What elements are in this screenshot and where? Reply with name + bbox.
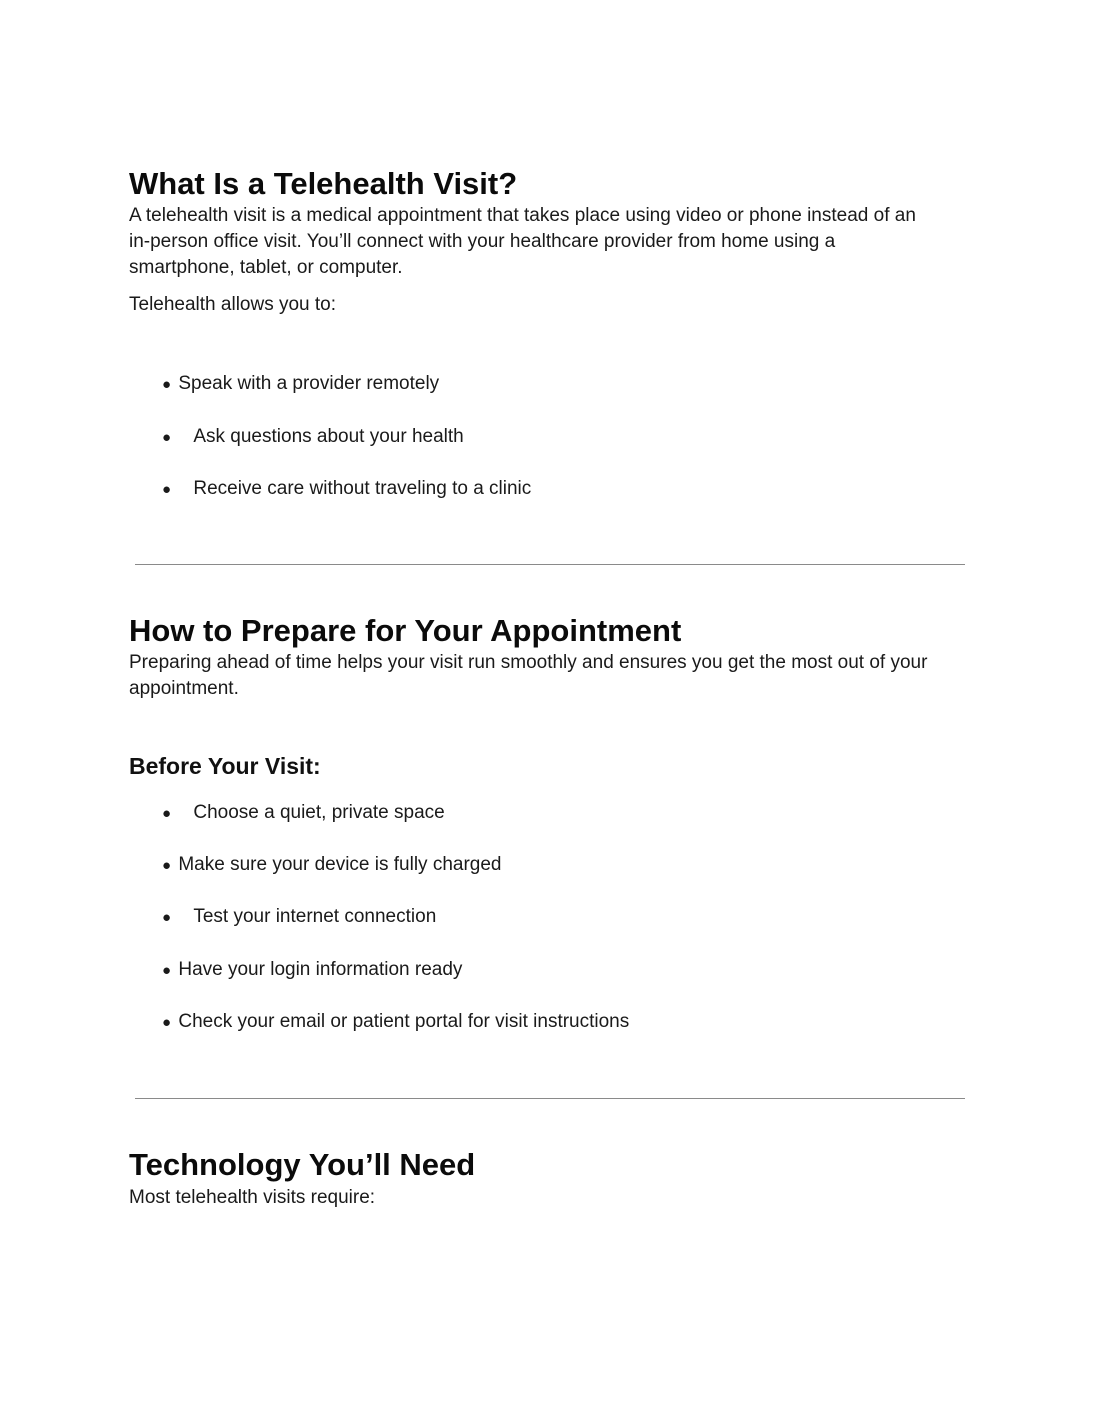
list-item-text: Check your email or patient portal for visit instructions (178, 1011, 630, 1032)
list-item-text: Test your internet connection (193, 906, 437, 927)
bullet-icon: ● (162, 481, 172, 498)
bullet-icon: ● (162, 1014, 172, 1031)
paragraph-line: Preparing ahead of time helps your visit run smoothly and ensures you get the most out of your (129, 652, 928, 673)
list-item-text: Receive care without traveling to a clinic (193, 478, 532, 499)
list-item (162, 958, 462, 983)
list-item-text: Choose a quiet, private space (193, 802, 445, 823)
list-item (162, 372, 439, 397)
section-heading-what-is-telehealth: What Is a Telehealth Visit? (129, 166, 518, 201)
paragraph-line: smartphone, tablet, or computer. (129, 257, 403, 278)
bullet-icon: ● (162, 376, 172, 393)
bullet-icon: ● (162, 429, 172, 446)
list-item (162, 853, 502, 878)
paragraph-line: appointment. (129, 678, 239, 699)
paragraph-line: A telehealth visit is a medical appointment that takes place using video or phone instead of an (129, 205, 916, 226)
bullet-icon: ● (162, 805, 172, 822)
paragraph-line: in-person office visit. You’ll connect with your healthcare provider from home using a (129, 231, 836, 252)
bullet-icon: ● (162, 857, 172, 874)
list-item (162, 801, 445, 826)
list-item (162, 1010, 629, 1035)
section-heading-how-to-prepare: How to Prepare for Your Appointment (129, 613, 682, 648)
bullet-icon: ● (162, 962, 172, 979)
list-item-text: Make sure your device is fully charged (178, 854, 502, 875)
section-divider (135, 564, 965, 565)
list-item (162, 425, 464, 450)
section-divider (135, 1098, 965, 1099)
list-item-text: Speak with a provider remotely (178, 373, 440, 394)
subheading-before-your-visit: Before Your Visit: (129, 753, 321, 779)
bullet-icon: ● (162, 909, 172, 926)
section-heading-technology: Technology You’ll Need (129, 1147, 476, 1182)
list-item (162, 477, 531, 502)
list-intro-text: Most telehealth visits require: (129, 1187, 376, 1208)
list-intro-text: Telehealth allows you to: (129, 294, 337, 315)
list-item (162, 905, 436, 930)
list-item-text: Ask questions about your health (193, 426, 464, 447)
list-item-text: Have your login information ready (178, 959, 463, 980)
